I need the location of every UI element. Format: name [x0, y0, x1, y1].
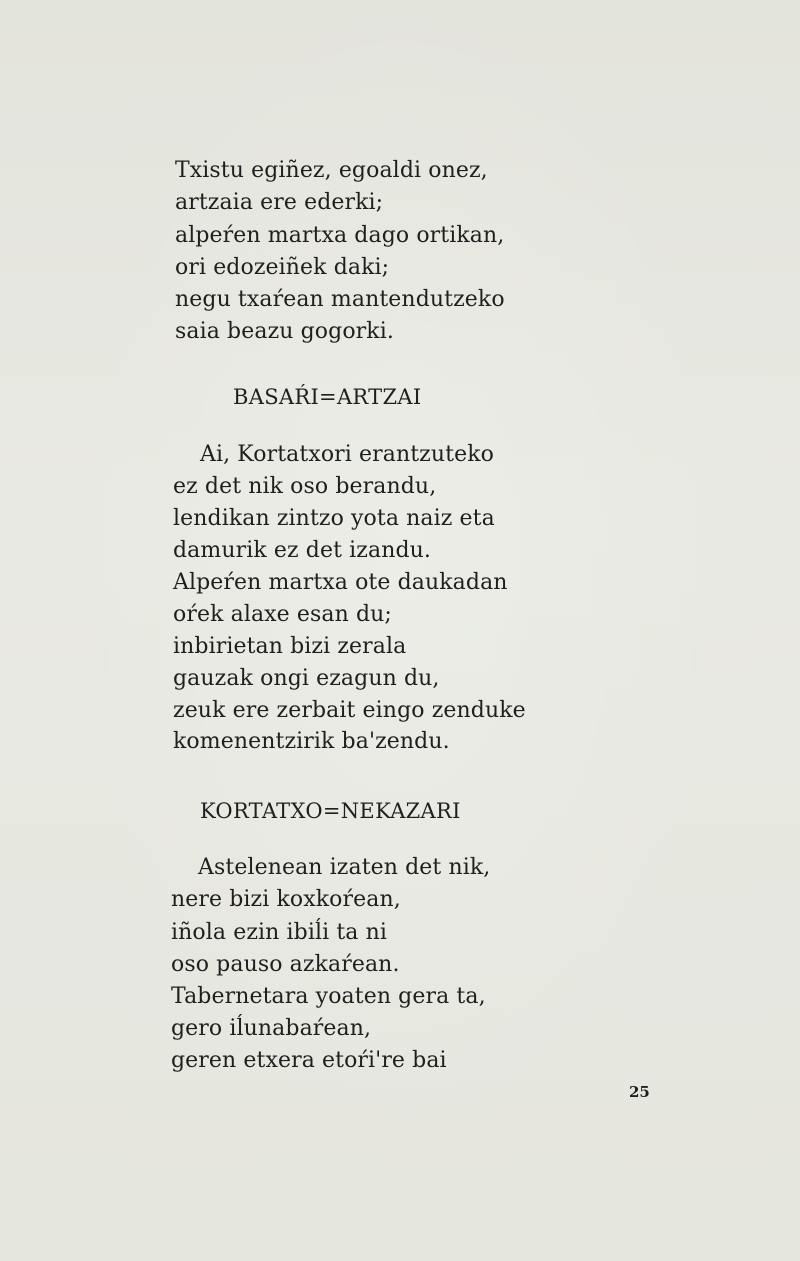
verse-line: Ai, Kortatxori erantzuteko	[200, 442, 494, 467]
verse-line: negu txaŕean mantendutzeko	[175, 287, 505, 312]
verse-line: zeuk ere zerbait eingo zenduke	[173, 698, 526, 723]
verse-line: Tabernetara yoaten gera ta,	[171, 984, 486, 1009]
verse-line: artzaia ere ederki;	[175, 190, 384, 215]
verse-line: gero iĺunabaŕean,	[171, 1016, 372, 1041]
verse-line: inbirietan bizi zerala	[173, 634, 407, 659]
verse-line: damurik ez det izandu.	[173, 538, 432, 563]
verse-line: Astelenean izaten det nik,	[198, 855, 491, 880]
verse-line: Alpeŕen martxa ote daukadan	[173, 570, 508, 595]
section-heading-basari-artzai: BASAŔI=ARTZAI	[233, 385, 422, 409]
verse-line: oso pauso azkaŕean.	[171, 952, 400, 977]
verse-line: iñola ezin ibiĺi ta ni	[171, 920, 387, 945]
verse-line: ez det nik oso berandu,	[173, 474, 437, 499]
verse-line: geren etxera etoŕi're bai	[171, 1048, 447, 1073]
verse-line: ori edozeiñek daki;	[175, 255, 390, 280]
verse-line: saia beazu gogorki.	[175, 319, 394, 344]
section-heading-kortatxo-nekazari: KORTATXO=NEKAZARI	[200, 799, 461, 823]
verse-line: nere bizi koxkoŕean,	[171, 887, 401, 912]
verse-line: komenentzirik ba'zendu.	[173, 729, 450, 754]
verse-line: lendikan zintzo yota naiz eta	[173, 506, 495, 531]
verse-line: oŕek alaxe esan du;	[173, 602, 392, 627]
verse-line: gauzak ongi ezagun du,	[173, 666, 440, 691]
page-number: 25	[629, 1083, 650, 1101]
verse-line: alpeŕen martxa dago ortikan,	[175, 223, 505, 248]
verse-line: Txistu egiñez, egoaldi onez,	[175, 158, 488, 183]
